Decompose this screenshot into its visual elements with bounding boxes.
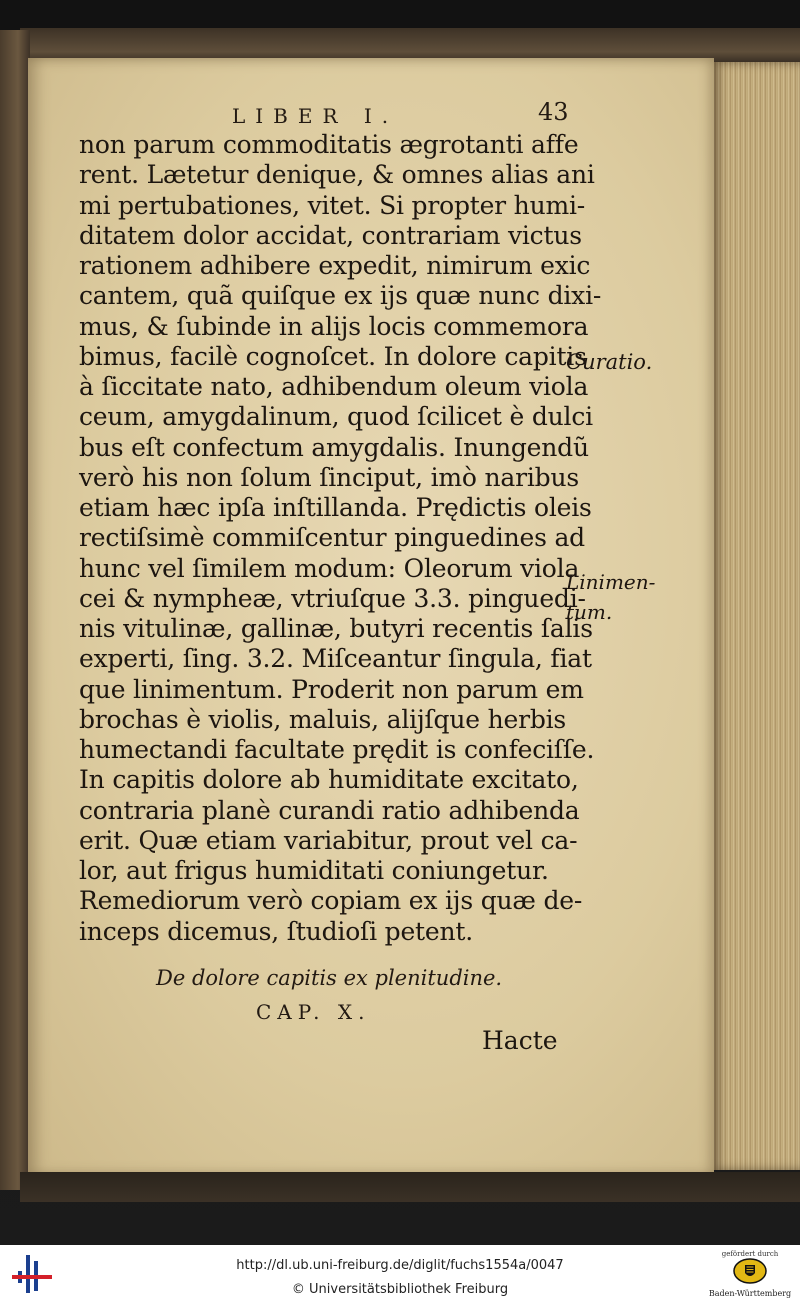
permalink[interactable]: http://dl.ub.uni-freiburg.de/diglit/fuchs1554a/0047 (236, 1258, 564, 1273)
chapter-subheading: De dolore capitis ex plenitudine. (156, 966, 503, 990)
book-cover-left (0, 30, 30, 1190)
text-line: inceps dicemus, ſtudioſi petent. (79, 916, 473, 946)
text-line: rationem adhibere expedit, nimirum exic (79, 251, 591, 280)
text-line: bus eſt confectum amygdalis. Inungendũ (79, 432, 589, 462)
sponsor-block (700, 1247, 800, 1303)
baden-wuerttemberg-seal-icon (733, 1258, 767, 1284)
book-cover-top (20, 28, 800, 62)
text-line: etiam hæc ipſa inſtillanda. Prędictis oleis (79, 493, 592, 522)
footer-bar (0, 1245, 800, 1303)
text-line: rectiſsimè commiſcentur pinguedines ad (79, 523, 585, 553)
page-number: 43 (538, 98, 569, 126)
running-head: LIBER I. (232, 104, 399, 128)
text-line: mi pertubationes, vitet. Si propter humi- (79, 190, 586, 220)
margin-note-linimentum-cont: tum. (566, 600, 613, 624)
text-line: rent. Lætetur denique, & omnes alias ani (79, 160, 595, 190)
chapter-number: CAP. X. (256, 1000, 371, 1024)
text-line: mus, & ſubinde in alijs locis commemora (79, 311, 589, 341)
text-line: brochas è violis, maluis, alijſque herbis (79, 704, 567, 734)
margin-note-linimentum: Linimen- (566, 570, 656, 594)
text-line: humectandi facultate prędit is confeciſſe. (79, 735, 595, 764)
text-line: à ſiccitate nato, adhibendum oleum viola (79, 372, 589, 401)
text-line: non parum commoditatis ægrotanti affe (79, 130, 579, 159)
text-line: lor, aut frigus humiditati coniungetur. (79, 856, 549, 885)
text-line: ceum, amygdalinum, quod ſcilicet è dulci (79, 402, 593, 432)
text-line: verò his non ſolum ſinciput, imò naribus (79, 462, 579, 492)
text-line: bimus, facilè cognoſcet. In dolore capitis (79, 341, 587, 371)
book-cover-bottom (20, 1172, 800, 1202)
text-line: erit. Quæ etiam variabitur, prout vel ca- (79, 825, 578, 855)
text-line: contraria planè curandi ratio adhibenda (79, 795, 580, 825)
text-line: hunc vel ſimilem modum: Oleorum viola (79, 553, 580, 583)
text-line: experti, ſing. 3.2. Miſceantur ſingula, fiat (79, 644, 592, 674)
text-line: In capitis dolore ab humiditate excitato, (79, 765, 579, 795)
catchword: Hacte (482, 1026, 558, 1055)
copyright-notice: © Universitätsbibliothek Freiburg (291, 1282, 509, 1297)
sponsor-caption: gefördert durch (721, 1250, 779, 1258)
text-line: ditatem dolor accidat, contrariam victus (79, 220, 582, 250)
sponsor-name: Baden-Württemberg (708, 1289, 792, 1298)
text-line: cantem, quã quiſque ex ijs quæ nunc dixi- (79, 281, 602, 311)
body-text (79, 130, 602, 947)
text-line: cei & nympheæ, vtriuſque 3.3. pinguedi- (79, 583, 586, 613)
text-line: que linimentum. Proderit non parum em (79, 674, 584, 704)
margin-note-curatio: Curatio. (566, 350, 653, 374)
text-line: nis vitulinæ, gallinæ, butyri recentis ſalis (79, 614, 593, 643)
text-line: Remediorum verò copiam ex ijs quæ de- (79, 886, 583, 916)
page-edges (712, 62, 800, 1170)
